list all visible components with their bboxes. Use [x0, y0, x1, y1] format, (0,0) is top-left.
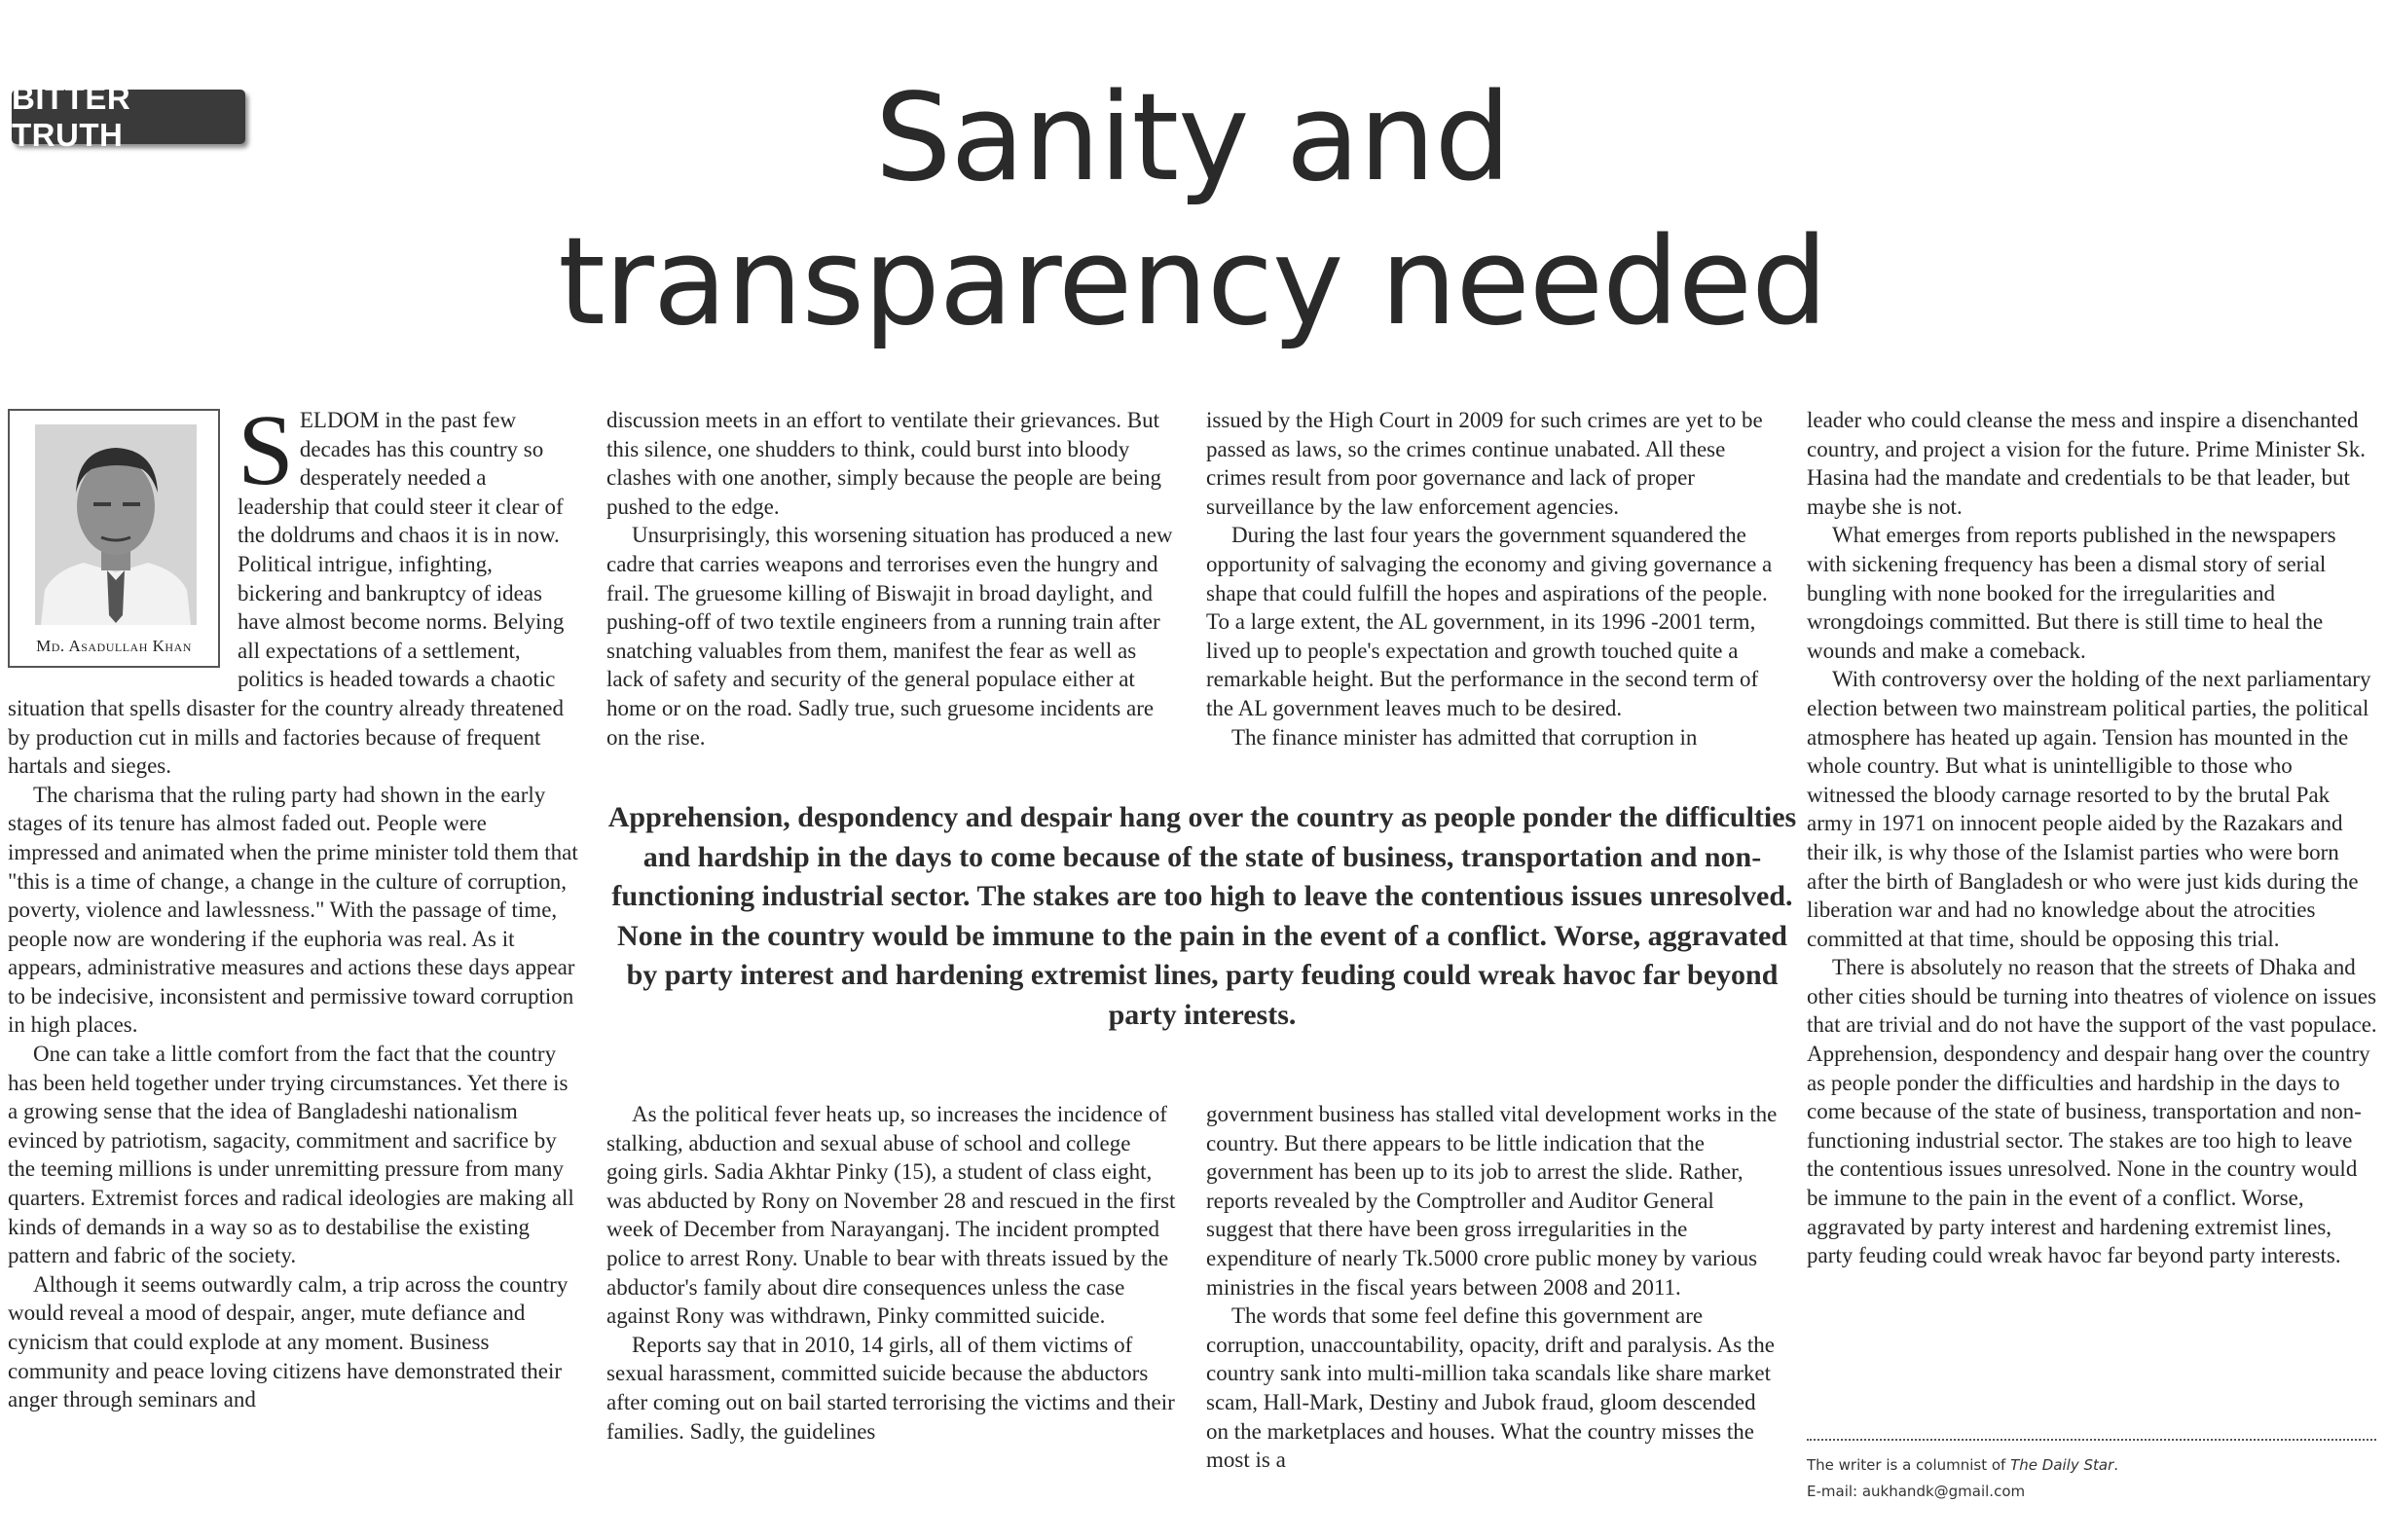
- article-column-2-top: [606, 406, 1179, 752]
- headline: [545, 66, 1840, 354]
- article-column-1: [8, 394, 580, 1414]
- article-paragraph: The charisma that the ruling party had shown in the early stages of its tenure has almost faded out. People were impressed and animated when the prime minister told them that "this is a time of change, a change in the culture of corruption, poverty, violence and lawlessness." With the passage of time, people now are wondering if the euphoria was real. As it appears, administrative measures and actions these days appear to be indecisive, inconsistent and permissive toward corruption in high places.: [8, 782, 578, 1038]
- article-paragraph: Although it seems outwardly calm, a trip across the country would reveal a mood of despair, anger, mute defiance and cynicism that could explode at any moment. Business community and peace loving citizens have demonstrated their anger through seminars and: [8, 1271, 569, 1412]
- article-paragraph: leader who could cleanse the mess and inspire a disenchanted country, and project a vision for the future. Prime Minister Sk. Hasina had the mandate and credentials to be that leader, but maybe she is not.: [1807, 408, 2367, 519]
- article-paragraph: [8, 394, 580, 781]
- article-column-4: [1807, 406, 2379, 1270]
- article-column-3-bottom: [1206, 1100, 1779, 1475]
- drop-cap: S: [238, 394, 294, 506]
- article-paragraph: One can take a little comfort from the fact that the country has been held together under trying circumstances. Yet there is a growing sense that the idea of Bangladeshi nationalism evinced by patriotism, sagacity, commitment and sacrifice by the teeming millions is under unremitting pressure from many quarters. Extremist forces and radical ideologies are making all kinds of demands in a way so as to destabilise the existing pattern and fabric of the society.: [8, 1042, 574, 1268]
- article-paragraph: There is absolutely no reason that the streets of Dhaka and other cities should be turning into theatres of violence on issues that are trivial and do not have the support of the vast populace. Apprehension, despondency and despair hang over the country as people ponder the difficulties and hardship in the days to come because of the state of business, transportation and non-functioning industrial sector. The stakes are too high to leave the contentious issues unresolved. None in the country would be immune to the pain in the event of a conflict. Worse, aggravated by party interest and hardening extremist lines, party feuding could wreak havoc far beyond party interests.: [1807, 955, 2377, 1268]
- pull-quote: Apprehension, despondency and despair hang over the country as people ponder the difficulties and hardship in the days to come because of the state of business, transportation and non-functioning industrial sector. The stakes are too high to leave the contentious issues unresolved. None in the country would be immune to the pain in the event of a conflict. Worse, aggravated by party interest and hardening extremist lines, party feuding could wreak havoc far beyond party interests.: [607, 801, 1797, 1031]
- article-paragraph: As the political fever heats up, so increases the incidence of stalking, abduction and sexual abuse of school and college going girls. Sadia Akhtar Pinky (15), a student of class eight, was abducted by Rony on November 28 and rescued in the first week of December from Narayanganj. The incident prompted police to arrest Rony. Unable to bear with threats issued by the abductor's family about dire consequences unless the case against Rony was withdrawn, Pinky committed suicide.: [606, 1102, 1176, 1329]
- publication-name: The Daily Star: [2010, 1456, 2114, 1474]
- paragraph-text: ELDOM in the past few decades has this country so desperately needed a leadership that could steer it clear of the doldrums and chaos it is in now. Political intrigue, infighting, bickering and bankruptcy of ideas have almost become norms. Belying all expectations of a settlement, politics is headed towards a chaotic situation that spells disaster for the country already threatened by production cut in mills and factories because of frequent hartals and sieges.: [8, 408, 565, 779]
- article-paragraph: Unsurprisingly, this worsening situation has produced a new cadre that carries weapons and terrorises even the hungry and frail. The gruesome killing of Biswajit in broad daylight, and pushing-off of two textile engineers from a running train after snatching valuables from them, manifest the fear as well as lack of safety and security of the general populace either at home or on the road. Sadly true, such gruesome incidents are on the rise.: [606, 523, 1173, 750]
- article-paragraph: government business has stalled vital development works in the country. But there appears to be little indication that the government has been up to its job to arrest the slide. Rather, reports revealed by the Comptroller and Auditor General suggest that there have been gross irregularities in the expenditure of nearly Tk.5000 crore public money by various ministries in the fiscal years between 2008 and 2011.: [1206, 1102, 1778, 1300]
- article-column-2-bottom: [606, 1100, 1179, 1446]
- author-byline: Md. Asadullah Khan: [36, 637, 192, 655]
- article-paragraph: Reports say that in 2010, 14 girls, all of them victims of sexual harassment, committed suicide because the abductors after coming out on bail started terrorising the victims and their families. Sadly, the guidelines: [606, 1332, 1175, 1444]
- author-email: E-mail: aukhandk@gmail.com: [1807, 1483, 2026, 1500]
- article-paragraph: issued by the High Court in 2009 for such crimes are yet to be passed as laws, so the crimes continue unabated. All these crimes result from poor governance and lack of proper surveillance by the law enforcement agencies.: [1206, 408, 1763, 519]
- article-paragraph: The words that some feel define this government are corruption, unaccountability, opacity, drift and paralysis. As the country sank into multi-million taka scandals like share market scam, Hall-Mark, Destiny and Jubok fraud, gloom descended on the marketplaces and houses. What the country misses the most is a: [1206, 1303, 1776, 1473]
- article-paragraph: The finance minister has admitted that corruption in: [1231, 724, 1698, 750]
- article-paragraph: With controversy over the holding of the next parliamentary election between two mainstream political parties, the political atmosphere has heated up again. Tension has mounted in the whole country. But what is unintelligible to those who witnessed the bloody carnage resorted to by the brutal Pak army in 1971 on innocent people aided by the Razakars and their ilk, is why those of the Islamist parties who were born after the birth of Bangladesh or who were just kids during the liberation war and had no knowledge about the atrocities committed at that time, should be opposing this trial.: [1807, 667, 2371, 951]
- article-paragraph: discussion meets in an effort to ventilate their grievances. But this silence, one shudders to think, could burst into bloody clashes with one another, simply because the people are being pushed to the edge.: [606, 408, 1162, 519]
- headline-line-2: transparency needed: [558, 212, 1827, 352]
- headline-line-1: Sanity and: [874, 68, 1511, 208]
- article-paragraph: During the last four years the government squandered the opportunity of salvaging the economy and giving governance a shape that could fulfill the hopes and aspirations of the people. To a large extent, the AL government, in its 1996 -2001 term, lived up to people's expectation and growth touched quite a remarkable height. But the performance in the second term of the AL government leaves much to be desired.: [1206, 523, 1773, 720]
- article-paragraph: What emerges from reports published in the newspapers with sickening frequency has been a dismal story of serial bungling with none booked for the irregularities and wrongdoings committed. But there is still time to heal the wounds and make a comeback.: [1807, 523, 2336, 663]
- writer-credit-prefix: The writer is a columnist of: [1807, 1456, 2011, 1474]
- article-column-3-top: [1206, 406, 1779, 752]
- section-kicker: BITTER TRUTH: [12, 90, 245, 144]
- footnote-divider: [1807, 1439, 2376, 1441]
- author-footnote: [1807, 1452, 2376, 1505]
- writer-credit-suffix: .: [2113, 1456, 2119, 1474]
- writer-credit: [1807, 1452, 2376, 1479]
